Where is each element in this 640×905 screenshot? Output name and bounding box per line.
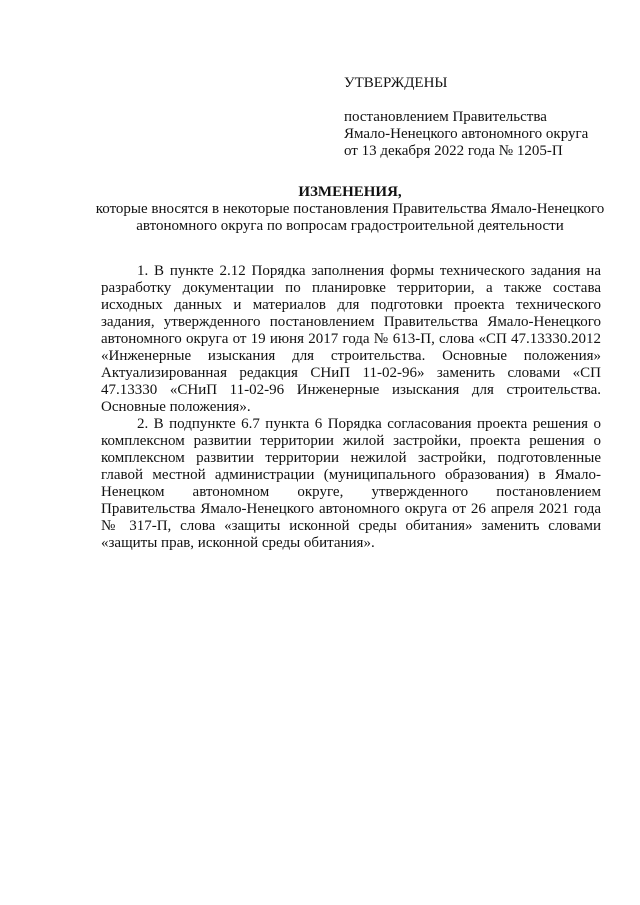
document-body	[101, 263, 601, 552]
approval-line-2: Ямало-Ненецкого автономного округа	[344, 126, 589, 142]
approval-block	[344, 75, 624, 160]
approval-stamp: УТВЕРЖДЕНЫ	[344, 75, 448, 91]
document-title: ИЗМЕНЕНИЯ,	[298, 184, 402, 200]
approval-line-3: от 13 декабря 2022 года № 1205-П	[344, 143, 563, 159]
document-subtitle-line-2: автономного округа по вопросам градостроительной деятельности	[136, 218, 564, 234]
paragraph-item-1: 1. В пункте 2.12 Порядка заполнения формы технического задания на разработку документации по планировке территории, а также состава исходных данных и материалов для подготовки проекта технического задания, утвержденного постановлением Правительства Ямало-Ненецкого автономного округа от 19 июня 2017 года № 613-П, слова «СП 47.13330.2012 «Инженерные изыскания для строительства. Основные положения» Актуализированная редакция СНиП 11-02-96» заменить словами «СП 47.13330 «СНиП 11-02-96 Инженерные изыскания для строительства. Основные положения».	[101, 263, 601, 415]
approval-line-1: постановлением Правительства	[344, 109, 547, 125]
document-heading	[60, 184, 640, 235]
document-subtitle-line-1: которые вносятся в некоторые постановления Правительства Ямало-Ненецкого	[95, 201, 605, 217]
paragraph-item-2: 2. В подпункте 6.7 пункта 6 Порядка согласования проекта решения о комплексном развитии территории жилой застройки, проекта решения о комплексном развитии территории нежилой застройки, подготовленные главой местной администрации (муниципального образования) в Ямало-Ненецком автономном округе, утвержденного постановлением Правительства Ямало-Ненецкого автономного округа от 26 апреля 2021 года № 317-П, слова «защиты исконной среды обитания» заменить словами «защиты прав, исконной среды обитания».	[101, 416, 601, 551]
